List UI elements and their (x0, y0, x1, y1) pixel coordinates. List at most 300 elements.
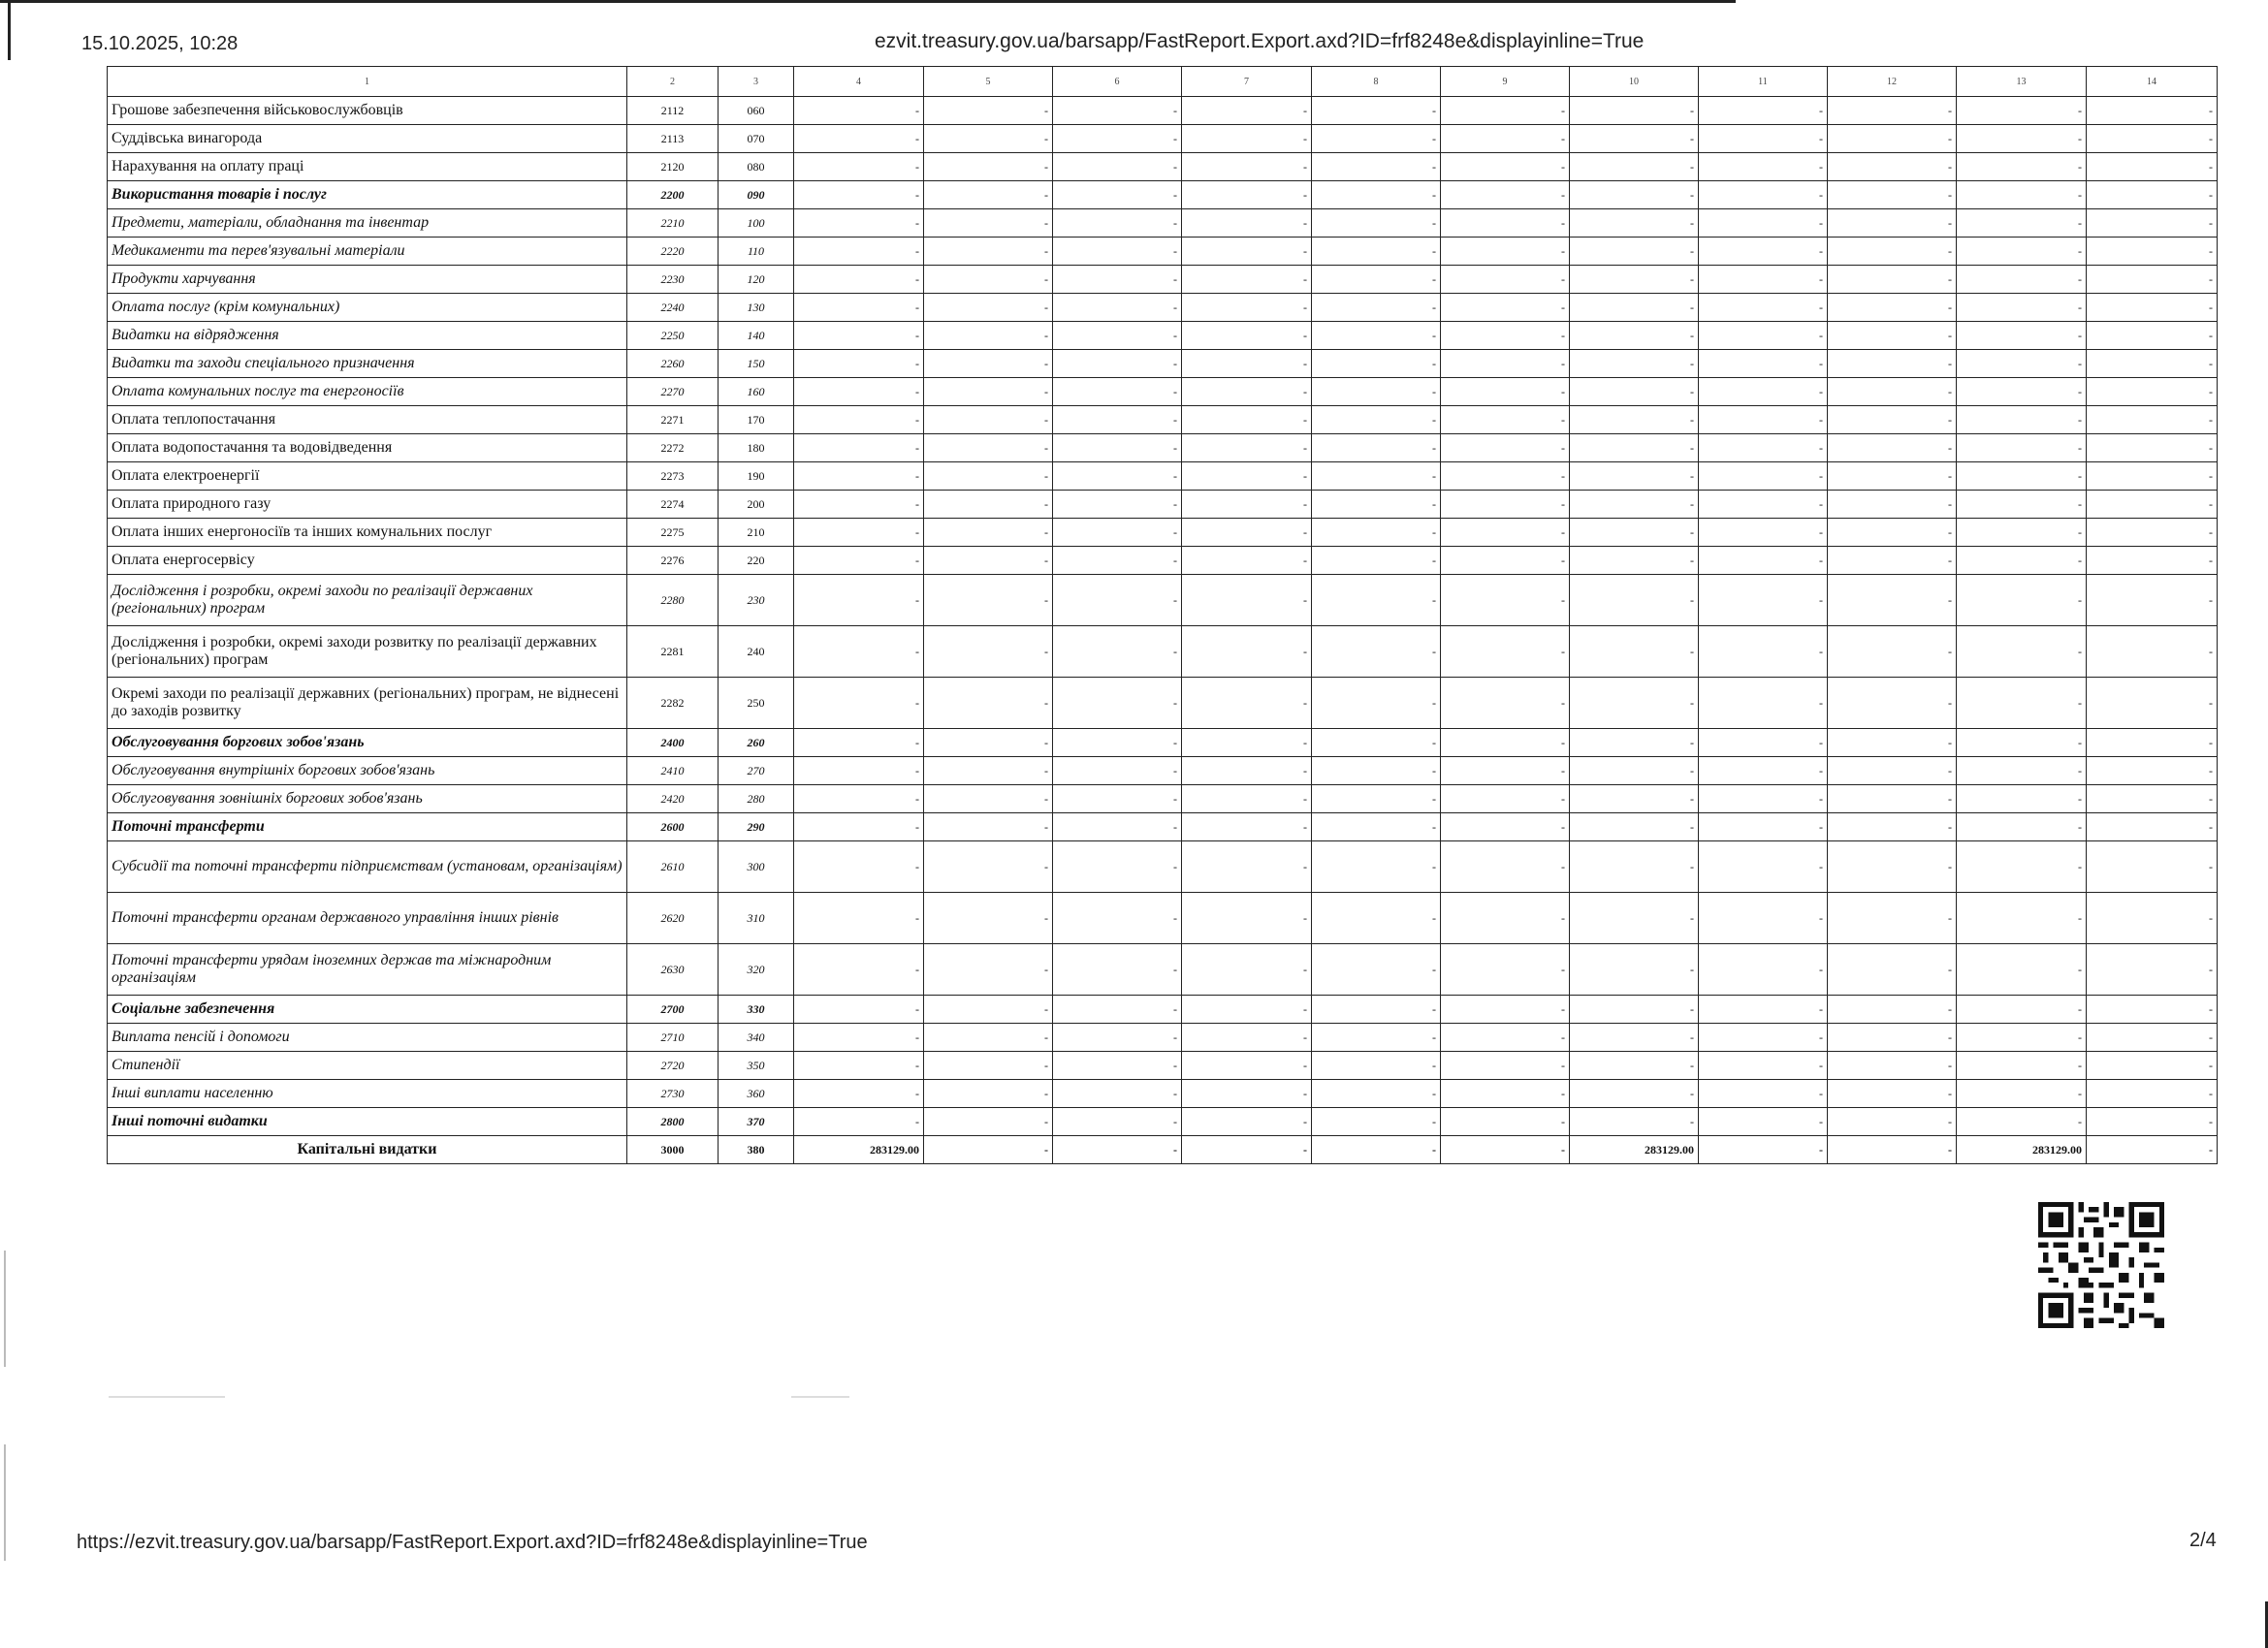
row-code: 2600 (627, 813, 719, 841)
value-cell: - (1441, 729, 1570, 757)
value-cell: - (794, 266, 924, 294)
row-label: Субсидії та поточні трансферти підприємствам (установам, організаціям) (108, 841, 627, 893)
value-cell: - (1053, 547, 1182, 575)
value-cell: - (794, 406, 924, 434)
page-left-mark (4, 1251, 6, 1367)
row-line-number: 220 (719, 547, 794, 575)
value-cell: - (1570, 406, 1699, 434)
value-cell: - (2087, 322, 2218, 350)
row-line-number: 170 (719, 406, 794, 434)
value-cell: - (2087, 406, 2218, 434)
row-code: 2112 (627, 97, 719, 125)
table-row (108, 729, 2218, 757)
row-code: 2710 (627, 1024, 719, 1052)
value-cell: - (924, 125, 1053, 153)
row-code: 2230 (627, 266, 719, 294)
row-code: 2272 (627, 434, 719, 462)
row-label: Грошове забезпечення військовослужбовців (108, 97, 627, 125)
value-cell: - (1053, 97, 1182, 125)
value-cell: - (1312, 519, 1441, 547)
value-cell: - (1957, 1052, 2087, 1080)
value-cell: - (794, 491, 924, 519)
value-cell: - (1828, 125, 1957, 153)
value-cell: - (1699, 378, 1828, 406)
value-cell: - (794, 181, 924, 209)
value-cell: - (1699, 996, 1828, 1024)
value-cell: - (1570, 785, 1699, 813)
value-cell: - (1441, 841, 1570, 893)
value-cell: - (2087, 1052, 2218, 1080)
value-cell: - (1182, 575, 1312, 626)
value-cell: - (1312, 575, 1441, 626)
row-code: 2700 (627, 996, 719, 1024)
value-cell: - (1182, 785, 1312, 813)
row-label: Медикаменти та перев'язувальні матеріали (108, 238, 627, 266)
value-cell: - (1182, 294, 1312, 322)
value-cell: - (1441, 785, 1570, 813)
value-cell: - (924, 209, 1053, 238)
row-line-number: 300 (719, 841, 794, 893)
value-cell: - (924, 519, 1053, 547)
value-cell: - (924, 944, 1053, 996)
row-line-number: 240 (719, 626, 794, 678)
value-cell: - (1053, 462, 1182, 491)
column-header-2: 2 (627, 67, 719, 97)
value-cell: - (1441, 575, 1570, 626)
value-cell: - (1570, 378, 1699, 406)
value-cell: - (1957, 757, 2087, 785)
value-cell: - (1699, 266, 1828, 294)
value-cell: - (1053, 1108, 1182, 1136)
value-cell: - (1312, 757, 1441, 785)
value-cell: - (1570, 350, 1699, 378)
value-cell: - (1053, 626, 1182, 678)
value-cell: - (1312, 462, 1441, 491)
value-cell: - (1828, 996, 1957, 1024)
value-cell: - (1828, 1052, 1957, 1080)
value-cell: - (1053, 841, 1182, 893)
table-body (108, 97, 2218, 1164)
value-cell: - (1053, 1052, 1182, 1080)
value-cell: - (924, 729, 1053, 757)
value-cell: - (1441, 181, 1570, 209)
value-cell: - (794, 97, 924, 125)
row-label: Окремі заходи по реалізації державних (регіональних) програм, не віднесені до заходів розвитку (108, 678, 627, 729)
value-cell: - (1182, 1080, 1312, 1108)
value-cell: - (1182, 547, 1312, 575)
value-cell: - (794, 238, 924, 266)
table-row (108, 519, 2218, 547)
value-cell: - (794, 813, 924, 841)
value-cell: - (1053, 893, 1182, 944)
value-cell: - (2087, 626, 2218, 678)
value-cell: - (1312, 813, 1441, 841)
value-cell: - (1699, 209, 1828, 238)
value-cell: - (1312, 626, 1441, 678)
row-label: Поточні трансферти органам державного управління інших рівнів (108, 893, 627, 944)
value-cell: - (1699, 547, 1828, 575)
table-row (108, 626, 2218, 678)
value-cell: - (1828, 238, 1957, 266)
table-row (108, 1080, 2218, 1108)
value-cell: - (1441, 1052, 1570, 1080)
table-row (108, 125, 2218, 153)
value-cell: - (1053, 729, 1182, 757)
value-cell: - (1570, 238, 1699, 266)
value-cell: - (1699, 785, 1828, 813)
value-cell: - (1957, 944, 2087, 996)
value-cell: - (1828, 378, 1957, 406)
value-cell: - (1182, 491, 1312, 519)
value-cell: - (1182, 434, 1312, 462)
value-cell: - (1957, 519, 2087, 547)
value-cell: - (924, 153, 1053, 181)
value-cell: - (794, 626, 924, 678)
value-cell: - (1828, 350, 1957, 378)
value-cell: - (2087, 97, 2218, 125)
value-cell: - (924, 757, 1053, 785)
value-cell: - (2087, 944, 2218, 996)
value-cell: - (1957, 434, 2087, 462)
column-header-11: 11 (1699, 67, 1828, 97)
value-cell: - (924, 1080, 1053, 1108)
table-row (108, 1052, 2218, 1080)
value-cell: - (794, 294, 924, 322)
page-left-bar (8, 0, 11, 60)
value-cell: - (1699, 519, 1828, 547)
value-cell: - (1312, 547, 1441, 575)
value-cell: - (1182, 626, 1312, 678)
value-cell: - (1182, 996, 1312, 1024)
value-cell: - (924, 893, 1053, 944)
table-row (108, 322, 2218, 350)
value-cell: - (1957, 350, 2087, 378)
value-cell: - (2087, 1024, 2218, 1052)
value-cell: - (1312, 1024, 1441, 1052)
table-row (108, 841, 2218, 893)
value-cell: - (1441, 1024, 1570, 1052)
row-code: 2120 (627, 153, 719, 181)
value-cell: - (1441, 491, 1570, 519)
value-cell: 283129.00 (794, 1136, 924, 1164)
row-line-number: 080 (719, 153, 794, 181)
value-cell: - (1441, 996, 1570, 1024)
value-cell: - (794, 944, 924, 996)
value-cell: - (924, 996, 1053, 1024)
value-cell: - (1182, 209, 1312, 238)
value-cell: - (1828, 757, 1957, 785)
value-cell: - (1182, 893, 1312, 944)
row-line-number: 310 (719, 893, 794, 944)
value-cell: - (2087, 125, 2218, 153)
value-cell: - (1312, 944, 1441, 996)
table-row (108, 678, 2218, 729)
value-cell: - (924, 785, 1053, 813)
value-cell: - (1828, 1080, 1957, 1108)
column-header-row (108, 67, 2218, 97)
value-cell: - (1957, 996, 2087, 1024)
value-cell: - (1957, 97, 2087, 125)
value-cell: - (1570, 181, 1699, 209)
row-label: Дослідження і розробки, окремі заходи розвитку по реалізації державних (регіональних) програм (108, 626, 627, 678)
value-cell: - (1957, 238, 2087, 266)
row-code: 2610 (627, 841, 719, 893)
value-cell: - (924, 238, 1053, 266)
value-cell: - (1441, 813, 1570, 841)
value-cell: - (1828, 209, 1957, 238)
row-line-number: 060 (719, 97, 794, 125)
value-cell: - (1053, 757, 1182, 785)
value-cell: - (1441, 406, 1570, 434)
row-line-number: 270 (719, 757, 794, 785)
value-cell: - (1312, 209, 1441, 238)
row-line-number: 140 (719, 322, 794, 350)
value-cell: - (2087, 547, 2218, 575)
value-cell: - (1828, 547, 1957, 575)
value-cell: - (1699, 1136, 1828, 1164)
table-row (108, 491, 2218, 519)
value-cell: - (1441, 519, 1570, 547)
row-code: 2273 (627, 462, 719, 491)
column-header-5: 5 (924, 67, 1053, 97)
value-cell: - (1699, 757, 1828, 785)
value-cell: - (924, 462, 1053, 491)
value-cell: - (1699, 729, 1828, 757)
value-cell: - (1828, 434, 1957, 462)
value-cell: - (1182, 678, 1312, 729)
row-label: Оплата електроенергії (108, 462, 627, 491)
row-label: Оплата теплопостачання (108, 406, 627, 434)
value-cell: - (1828, 785, 1957, 813)
value-cell: - (1182, 944, 1312, 996)
value-cell: - (1699, 238, 1828, 266)
value-cell: - (1699, 841, 1828, 893)
value-cell: - (2087, 491, 2218, 519)
value-cell: - (1312, 125, 1441, 153)
value-cell: - (1053, 678, 1182, 729)
table-row (108, 434, 2218, 462)
row-label: Дослідження і розробки, окремі заходи по реалізації державних (регіональних) програм (108, 575, 627, 626)
value-cell: - (1053, 378, 1182, 406)
value-cell: - (1957, 209, 2087, 238)
row-code: 2281 (627, 626, 719, 678)
row-label: Оплата водопостачання та водовідведення (108, 434, 627, 462)
value-cell: - (2087, 678, 2218, 729)
row-label: Видатки на відрядження (108, 322, 627, 350)
row-code: 3000 (627, 1136, 719, 1164)
value-cell: - (2087, 841, 2218, 893)
value-cell: - (1441, 757, 1570, 785)
value-cell: - (1053, 434, 1182, 462)
value-cell: - (1828, 626, 1957, 678)
value-cell: - (794, 996, 924, 1024)
value-cell: - (1312, 729, 1441, 757)
value-cell: - (924, 434, 1053, 462)
column-header-1: 1 (108, 67, 627, 97)
value-cell: - (1570, 97, 1699, 125)
value-cell: - (794, 1108, 924, 1136)
table-row (108, 153, 2218, 181)
row-code: 2800 (627, 1108, 719, 1136)
column-header-14: 14 (2087, 67, 2218, 97)
row-line-number: 260 (719, 729, 794, 757)
value-cell: - (1699, 181, 1828, 209)
value-cell: - (1570, 678, 1699, 729)
page-top-edge (0, 0, 1736, 3)
row-line-number: 370 (719, 1108, 794, 1136)
value-cell: - (924, 491, 1053, 519)
value-cell: - (1312, 294, 1441, 322)
row-label: Оплата природного газу (108, 491, 627, 519)
value-cell: - (2087, 996, 2218, 1024)
row-code: 2720 (627, 1052, 719, 1080)
row-line-number: 250 (719, 678, 794, 729)
value-cell: - (1053, 785, 1182, 813)
value-cell: - (2087, 1108, 2218, 1136)
value-cell: - (1957, 1108, 2087, 1136)
value-cell: - (924, 181, 1053, 209)
row-code: 2620 (627, 893, 719, 944)
value-cell: - (1182, 1108, 1312, 1136)
column-header-6: 6 (1053, 67, 1182, 97)
row-label: Оплата енергосервісу (108, 547, 627, 575)
row-line-number: 350 (719, 1052, 794, 1080)
value-cell: - (1957, 893, 2087, 944)
value-cell: - (2087, 378, 2218, 406)
value-cell: - (1957, 462, 2087, 491)
value-cell: - (2087, 785, 2218, 813)
row-line-number: 190 (719, 462, 794, 491)
value-cell: - (1699, 1080, 1828, 1108)
row-code: 2113 (627, 125, 719, 153)
footer-url: https://ezvit.treasury.gov.ua/barsapp/FastReport.Export.axd?ID=frf8248e&displayinline=True (77, 1532, 868, 1553)
value-cell: - (794, 209, 924, 238)
column-header-9: 9 (1441, 67, 1570, 97)
value-cell: - (1699, 491, 1828, 519)
value-cell: - (924, 1136, 1053, 1164)
value-cell: - (924, 350, 1053, 378)
row-label: Виплата пенсій і допомоги (108, 1024, 627, 1052)
value-cell: - (1828, 153, 1957, 181)
value-cell: - (2087, 575, 2218, 626)
value-cell: - (1182, 153, 1312, 181)
table-row (108, 238, 2218, 266)
row-label: Продукти харчування (108, 266, 627, 294)
value-cell: - (1828, 322, 1957, 350)
value-cell: - (1312, 322, 1441, 350)
row-line-number: 110 (719, 238, 794, 266)
row-line-number: 200 (719, 491, 794, 519)
table-row (108, 350, 2218, 378)
value-cell: - (794, 434, 924, 462)
value-cell: - (1182, 1024, 1312, 1052)
row-line-number: 070 (719, 125, 794, 153)
value-cell: - (1441, 238, 1570, 266)
value-cell: - (1957, 729, 2087, 757)
row-line-number: 330 (719, 996, 794, 1024)
qr-code (2038, 1202, 2164, 1328)
value-cell: - (1699, 406, 1828, 434)
value-cell: - (1312, 181, 1441, 209)
value-cell: - (924, 1024, 1053, 1052)
value-cell: - (1441, 294, 1570, 322)
value-cell: - (1053, 266, 1182, 294)
table-row (108, 757, 2218, 785)
value-cell: - (1570, 519, 1699, 547)
row-code: 2276 (627, 547, 719, 575)
row-code: 2220 (627, 238, 719, 266)
value-cell: - (1570, 626, 1699, 678)
value-cell: - (1182, 266, 1312, 294)
row-label: Оплата послуг (крім комунальних) (108, 294, 627, 322)
print-datetime: 15.10.2025, 10:28 (81, 33, 239, 54)
value-cell: - (1441, 1108, 1570, 1136)
value-cell: - (1441, 462, 1570, 491)
value-cell: - (1957, 678, 2087, 729)
value-cell: - (2087, 462, 2218, 491)
value-cell: - (1570, 266, 1699, 294)
value-cell: 283129.00 (1957, 1136, 2087, 1164)
value-cell: 283129.00 (1570, 1136, 1699, 1164)
value-cell: - (1957, 378, 2087, 406)
value-cell: - (1699, 153, 1828, 181)
row-code: 2400 (627, 729, 719, 757)
value-cell: - (1570, 813, 1699, 841)
value-cell: - (1957, 125, 2087, 153)
value-cell: - (1570, 125, 1699, 153)
row-label: Обслуговування боргових зобов'язань (108, 729, 627, 757)
value-cell: - (794, 350, 924, 378)
row-code: 2260 (627, 350, 719, 378)
table-row (108, 462, 2218, 491)
row-line-number: 290 (719, 813, 794, 841)
value-cell: - (1441, 322, 1570, 350)
table-row (108, 406, 2218, 434)
value-cell: - (1828, 491, 1957, 519)
value-cell: - (1828, 729, 1957, 757)
row-code: 2410 (627, 757, 719, 785)
row-label: Обслуговування внутрішніх боргових зобов'язань (108, 757, 627, 785)
value-cell: - (924, 1052, 1053, 1080)
value-cell: - (794, 462, 924, 491)
value-cell: - (2087, 181, 2218, 209)
row-label: Нарахування на оплату праці (108, 153, 627, 181)
value-cell: - (1570, 1080, 1699, 1108)
value-cell: - (1957, 181, 2087, 209)
value-cell: - (924, 97, 1053, 125)
value-cell: - (1699, 1052, 1828, 1080)
value-cell: - (1570, 294, 1699, 322)
value-cell: - (794, 757, 924, 785)
row-code: 2250 (627, 322, 719, 350)
value-cell: - (1312, 1136, 1441, 1164)
value-cell: - (1699, 322, 1828, 350)
row-label: Інші виплати населенню (108, 1080, 627, 1108)
row-code: 2275 (627, 519, 719, 547)
value-cell: - (1570, 729, 1699, 757)
value-cell: - (924, 378, 1053, 406)
table-row (108, 547, 2218, 575)
value-cell: - (1699, 626, 1828, 678)
table-row (108, 1136, 2218, 1164)
column-header-10: 10 (1570, 67, 1699, 97)
value-cell: - (1441, 1136, 1570, 1164)
value-cell: - (1312, 1052, 1441, 1080)
table-row (108, 893, 2218, 944)
row-code: 2200 (627, 181, 719, 209)
row-label: Суддівська винагорода (108, 125, 627, 153)
value-cell: - (1570, 1108, 1699, 1136)
